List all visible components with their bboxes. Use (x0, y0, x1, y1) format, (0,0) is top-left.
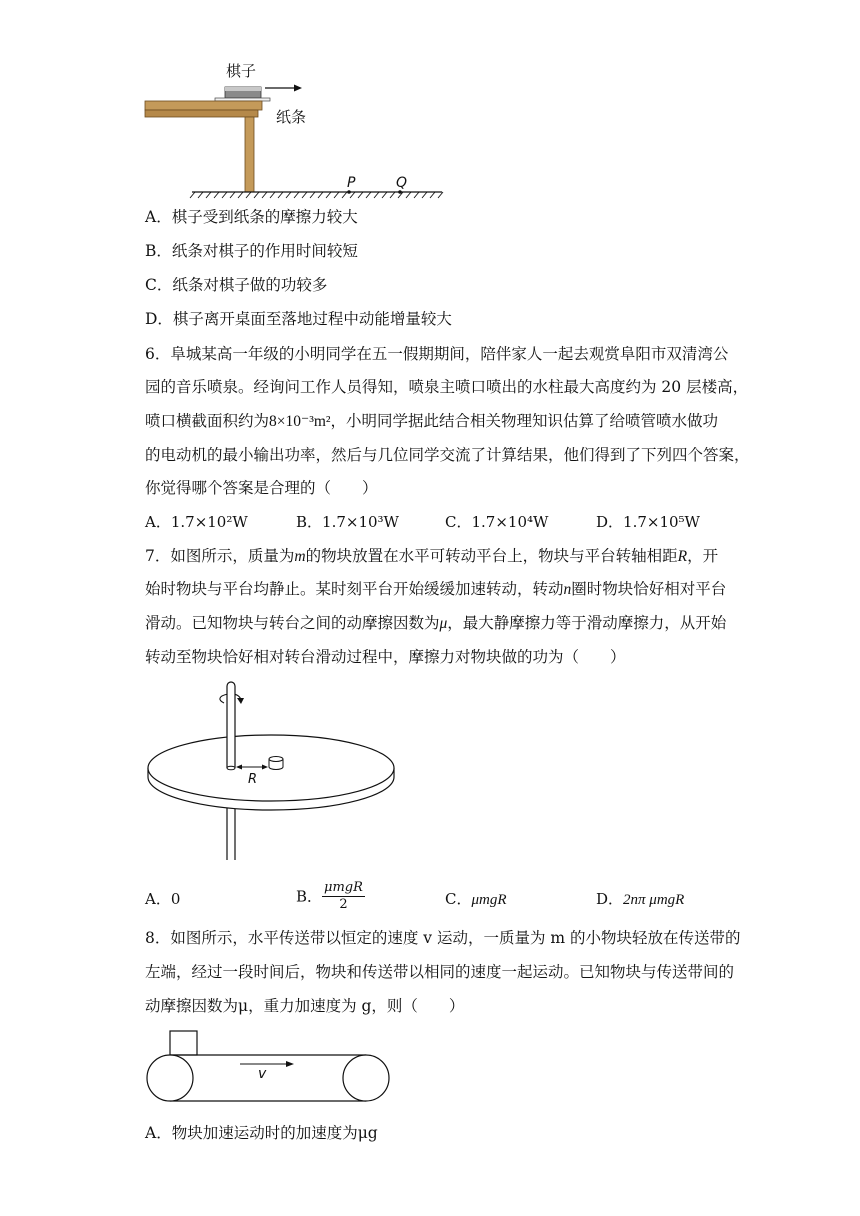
q6-option-a: A．1.7×10²W (145, 513, 248, 531)
q7-option-d-value: 2nπ μmgR (623, 892, 685, 908)
q7-option-d-prefix: D． (596, 890, 624, 908)
axle-base (227, 766, 235, 770)
point-p-label: P (347, 175, 356, 191)
q6-line-1: 6．阜城某高一年级的小明同学在五一假期期间，陪伴家人一起去观赏阜阳市双清湾公 (145, 345, 729, 363)
q6-option-b: B．1.7×10³W (296, 513, 399, 531)
q6-line-3-pre: 喷口横截面积约为 (145, 412, 270, 430)
q8-option-a: A．物块加速运动时的加速度为μg (145, 1124, 378, 1142)
chess-piece-top (225, 87, 261, 91)
q5-option-a: A．棋子受到纸条的摩擦力较大 (145, 208, 358, 226)
q7-option-c-value: μmgR (471, 892, 507, 908)
q7-line-1 (145, 546, 718, 567)
q7-option-c-prefix: C． (445, 890, 472, 908)
radius-label: R (248, 772, 258, 787)
table-figure (140, 60, 450, 205)
conveyor-figure (140, 1025, 400, 1105)
q6-option-c: C．1.7×10⁴W (445, 513, 549, 531)
paper-strip (215, 98, 270, 101)
q6-option-d: D．1.7×10⁵W (596, 513, 700, 531)
q7-option-b-prefix: B． (296, 887, 323, 906)
block-top (269, 757, 283, 762)
q6-line-5: 你觉得哪个答案是合理的（ ） (145, 479, 378, 497)
q7-line-3-a: 滑动。已知物块与转台之间的动摩擦因数为 (145, 614, 440, 632)
left-roller (147, 1055, 193, 1101)
q7-option-c (445, 889, 507, 910)
q7-option-a: A．0 (145, 890, 181, 908)
right-roller (343, 1055, 389, 1101)
q7-line-1-c: ，开 (687, 547, 719, 565)
q8-line-3: 动摩擦因数为μ，重力加速度为 g，则（ ） (145, 997, 465, 1015)
q7-line-3 (145, 613, 726, 634)
q7-option-b-denominator: 2 (339, 897, 348, 912)
q5-option-c: C．纸条对棋子做的功较多 (145, 276, 328, 294)
small-block (170, 1031, 197, 1055)
q7-line-1-b: 的物块放置在水平可转动平台上，物块与平台转轴相距 (305, 547, 678, 565)
velocity-label: v (258, 1066, 267, 1082)
rotation-arrow-head (237, 698, 244, 704)
q7-option-b-fraction (322, 880, 365, 913)
table-leg (245, 117, 254, 192)
upper-axle (227, 682, 235, 768)
q7-line-2-b: 圈时物块恰好相对平台 (571, 580, 727, 598)
q7-radius-symbol: R (677, 548, 688, 565)
q7-option-d (596, 889, 684, 910)
paper-strip-label: 纸条 (276, 108, 307, 126)
q6-line-4: 的电动机的最小输出功率，然后与几位同学交流了计算结果，他们得到了下列四个答案， (145, 446, 750, 464)
q7-line-1-a: 7．如图所示，质量为 (145, 547, 295, 565)
q7-mass-symbol: m (294, 548, 306, 565)
q6-area-value: 8×10⁻³m² (269, 413, 331, 430)
q7-line-3-b: ，最大静摩擦力等于滑动摩擦力，从开始 (447, 614, 727, 632)
q5-option-d: D．棋子离开桌面至落地过程中动能增量较大 (145, 310, 452, 328)
motion-arrow-head (294, 85, 302, 92)
q7-line-2 (145, 579, 726, 600)
q6-line-2: 园的音乐喷泉。经询问工作人员得知，喷泉主喷口喷出的水柱最大高度约为 20 层楼高， (145, 378, 749, 396)
q5-option-b: B．纸条对棋子的作用时间较短 (145, 242, 358, 260)
q7-line-2-a: 始时物块与平台均静止。某时刻平台开始缓缓加速转动，转动 (145, 580, 564, 598)
ground-hatch (190, 192, 443, 198)
q8-line-2: 左端，经过一段时间后，物块和传送带以相同的速度一起运动。已知物块与传送带间的 (145, 963, 735, 981)
table-apron (145, 110, 258, 117)
q6-line-3 (145, 411, 718, 432)
q7-line-4: 转动至物块恰好相对转台滑动过程中，摩擦力对物块做的功为（ ） (145, 648, 626, 666)
turntable-figure (140, 680, 420, 865)
q7-option-b (296, 880, 365, 913)
q7-mu-symbol: μ (439, 615, 448, 632)
q7-turns-symbol: n (563, 581, 572, 598)
point-q-label: Q (396, 175, 408, 191)
q7-option-b-numerator: μmgR (324, 880, 363, 895)
table-top (145, 101, 262, 110)
q6-line-3-post: ，小明同学据此结合相关物理知识估算了给喷管喷水做功 (330, 412, 719, 430)
velocity-arrow-head (286, 1061, 294, 1067)
chess-piece-label: 棋子 (226, 62, 257, 80)
q8-line-1: 8．如图所示，水平传送带以恒定的速度 v 运动，一质量为 m 的小物块轻放在传送带的 (145, 929, 741, 947)
